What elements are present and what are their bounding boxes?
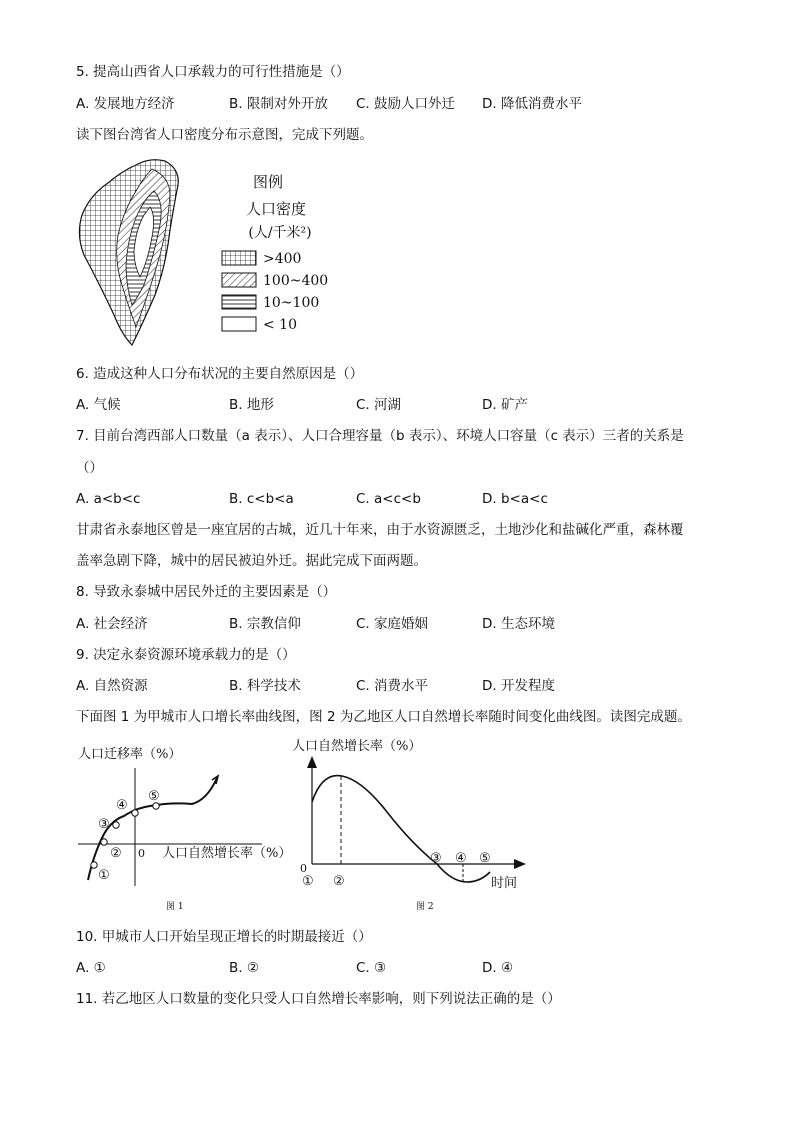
- fig2-label-2: ②: [333, 874, 345, 889]
- legend-subtitle: 人口密度: [245, 200, 307, 218]
- fig1-y-label: 人口迁移率（%）: [78, 747, 182, 762]
- q10-option-c: C. ③: [356, 960, 387, 976]
- q10-option-d: D. ④: [482, 960, 514, 976]
- fig1-point-1: [91, 862, 97, 868]
- question-9-stem: 9. 决定永泰资源环境承载力的是（）: [76, 647, 296, 663]
- legend-swatch-10-100: [222, 295, 256, 309]
- legend-swatch-over-400: [222, 251, 256, 265]
- fig1-label-5: ⑤: [148, 789, 160, 804]
- fig2-label-5: ⑤: [479, 851, 491, 866]
- fig2-label-1: ①: [302, 874, 314, 889]
- figure-2-natural-growth-curve: [292, 732, 542, 918]
- q8-option-b: B. 宗教信仰: [229, 616, 301, 632]
- fig1-origin: 0: [138, 847, 145, 860]
- q7-option-a: A. a<b<c: [76, 491, 141, 507]
- taiwan-intro: 读下图台湾省人口密度分布示意图，完成下列题。: [76, 127, 373, 143]
- question-6-stem: 6. 造成这种人口分布状况的主要自然原因是（）: [76, 366, 364, 382]
- question-7-stem-line1: 7. 目前台湾西部人口数量（a 表示）、人口合理容量（b 表示）、环境人口容量（c 表示）三者的关系是: [76, 428, 684, 444]
- legend-label-over-400: >400: [263, 251, 302, 267]
- legend-swatch-100-400: [222, 273, 256, 287]
- q9-option-c: C. 消费水平: [356, 678, 429, 694]
- fig2-label-3: ③: [430, 851, 442, 866]
- q9-option-b: B. 科学技术: [229, 678, 301, 694]
- q8-option-d: D. 生态环境: [482, 616, 555, 632]
- q7-option-d: D. b<a<c: [482, 491, 548, 507]
- legend-label-100-400: 100~400: [263, 273, 329, 289]
- fig2-caption: 图 2: [416, 902, 434, 912]
- q6-option-d: D. 矿产: [482, 397, 528, 413]
- q6-option-a: A. 气候: [76, 397, 121, 413]
- q9-option-a: A. 自然资源: [76, 678, 148, 694]
- fig1-label-3: ③: [98, 817, 110, 832]
- fig1-caption: 图 1: [166, 902, 184, 912]
- question-7-stem-line2: （）: [76, 460, 103, 476]
- fig1-point-2: [101, 839, 107, 845]
- legend-label-under-10: < 10: [263, 317, 297, 333]
- graphs-intro: 下面图 1 为甲城市人口增长率曲线图，图 2 为乙地区人口自然增长率随时间变化曲线图。读图完成题。: [76, 709, 691, 725]
- q10-option-a: A. ①: [76, 960, 106, 976]
- q6-option-b: B. 地形: [229, 397, 274, 413]
- question-10-stem: 10. 甲城市人口开始呈现正增长的时期最接近（）: [76, 929, 372, 945]
- legend-unit: (人/千米²): [248, 225, 312, 241]
- q7-option-c: C. a<c<b: [356, 491, 421, 507]
- legend-title: 图例: [252, 173, 284, 191]
- q8-option-c: C. 家庭婚姻: [356, 616, 429, 632]
- fig2-origin: 0: [300, 862, 307, 875]
- q8-option-a: A. 社会经济: [76, 616, 148, 632]
- q5-option-b: B. 限制对外开放: [229, 96, 328, 112]
- legend-swatch-under-10: [222, 317, 256, 331]
- question-5-stem: 5. 提高山西省人口承载力的可行性措施是（）: [76, 64, 350, 80]
- q9-option-d: D. 开发程度: [482, 678, 555, 694]
- fig1-label-1: ①: [98, 868, 110, 883]
- q5-option-a: A. 发展地方经济: [76, 96, 175, 112]
- taiwan-density-map: [70, 155, 360, 350]
- fig2-x-label: 时间: [491, 876, 518, 891]
- fig2-y-arrow: [307, 756, 317, 768]
- fig1-label-2: ②: [110, 846, 122, 861]
- figure-1-migration-curve: [72, 738, 302, 918]
- gansu-intro-line2: 盖率急剧下降，城中的居民被迫外迁。据此完成下面两题。: [76, 553, 427, 569]
- legend-label-10-100: 10~100: [263, 295, 320, 311]
- question-11-stem: 11. 若乙地区人口数量的变化只受人口自然增长率影响，则下列说法正确的是（）: [76, 991, 561, 1007]
- q5-option-c: C. 鼓励人口外迁: [356, 96, 456, 112]
- q7-option-b: B. c<b<a: [229, 491, 294, 507]
- q5-option-d: D. 降低消费水平: [482, 96, 582, 112]
- fig1-label-4: ④: [116, 798, 128, 813]
- fig1-point-4: [132, 810, 138, 816]
- q10-option-b: B. ②: [229, 960, 259, 976]
- fig1-point-3: [113, 822, 119, 828]
- gansu-intro-line1: 甘肃省永泰地区曾是一座宜居的古城，近几十年来，由于水资源匮乏，土地沙化和盐碱化严重，森林覆: [76, 522, 684, 538]
- fig2-x-arrow: [514, 859, 526, 869]
- fig1-x-label: 人口自然增长率（%）: [162, 846, 292, 861]
- fig2-y-label: 人口自然增长率（%）: [292, 739, 422, 754]
- q6-option-c: C. 河湖: [356, 397, 402, 413]
- fig2-label-4: ④: [455, 851, 467, 866]
- question-8-stem: 8. 导致永泰城中居民外迁的主要因素是（）: [76, 584, 337, 600]
